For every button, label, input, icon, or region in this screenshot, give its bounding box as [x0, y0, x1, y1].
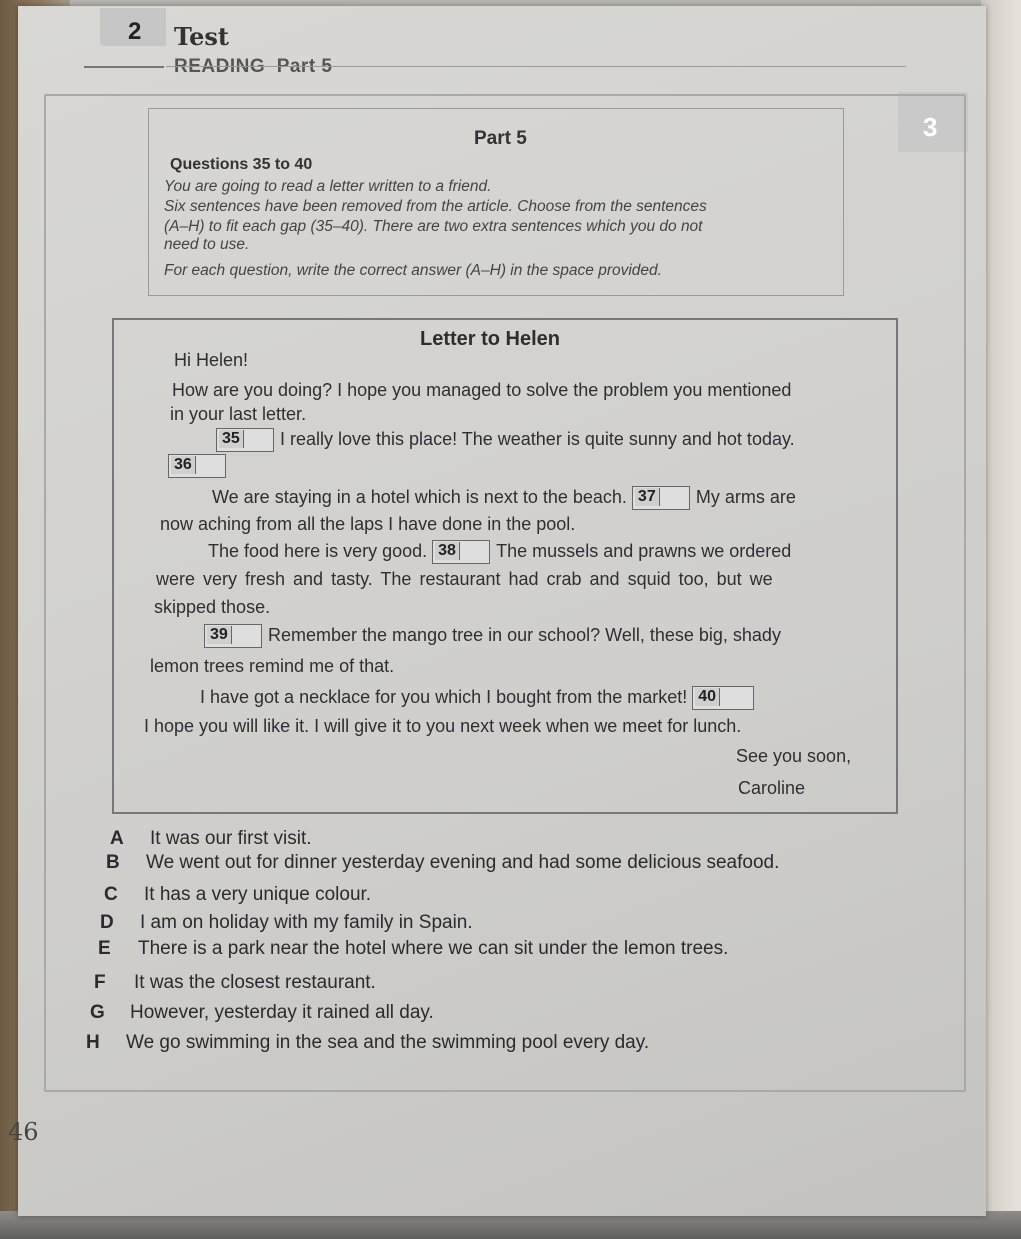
option-text: There is a park near the hotel where we can sit under the lemon trees.: [138, 938, 729, 959]
option-g: [90, 1002, 434, 1024]
letter-line: in your last letter.: [170, 404, 307, 424]
letter-line-text: My arms are: [695, 486, 796, 507]
letter-line-text: The mussels and prawns we ordered: [496, 540, 792, 561]
gap-number: 36: [171, 456, 196, 474]
answer-gap-37[interactable]: [632, 486, 690, 510]
option-text: However, yesterday it rained all day.: [130, 1002, 434, 1023]
letter-line: skipped those.: [154, 597, 271, 617]
letter-line: [212, 486, 796, 510]
option-d: [100, 912, 473, 934]
answer-gap-40[interactable]: [692, 686, 754, 710]
option-b: [106, 852, 779, 874]
option-text: It was the closest restaurant.: [134, 972, 376, 993]
instruction-line: Six sentences have been removed from the article. Choose from the sentences: [164, 198, 707, 215]
option-text: I am on holiday with my family in Spain.: [140, 912, 473, 933]
letter-closing: See you soon,: [736, 746, 852, 766]
instructions-title: Part 5: [474, 128, 527, 149]
letter-line: How are you doing? I hope you managed to solve the problem you mentioned: [172, 380, 792, 400]
option-letter: G: [90, 1002, 105, 1023]
answer-gap-39[interactable]: [204, 624, 262, 648]
gap-number: 38: [435, 542, 460, 560]
letter-line-text: I have got a necklace for you which I bought from the market!: [200, 686, 688, 707]
option-letter: F: [94, 972, 106, 993]
header-divider-long: [166, 66, 906, 67]
letter-line-text: I really love this place! The weather is quite sunny and hot today.: [280, 428, 795, 449]
gap-number: 40: [695, 688, 720, 706]
background-right: [981, 0, 1021, 1239]
letter-line: [204, 624, 781, 648]
section-heading: [174, 56, 333, 78]
book-page: [18, 6, 986, 1216]
letter-line: I hope you will like it. I will give it to you next week when we meet for lunch.: [144, 716, 742, 736]
gap-number: 39: [207, 626, 232, 644]
page-title: Test: [174, 22, 229, 51]
gap-number: 37: [635, 488, 660, 506]
questions-range: Questions 35 to 40: [170, 156, 313, 173]
page-number: 46: [8, 1118, 39, 1146]
option-text: We went out for dinner yesterday evening and had some delicious seafood.: [146, 852, 780, 873]
option-letter: D: [100, 912, 114, 933]
option-h: [86, 1032, 649, 1054]
instruction-line: (A–H) to fit each gap (35–40). There are two extra sentences which you do not: [164, 218, 703, 235]
letter-signature: Caroline: [738, 778, 806, 798]
section-label: READING: [174, 56, 266, 77]
answer-gap-38[interactable]: [432, 540, 490, 564]
option-text: We go swimming in the sea and the swimming pool every day.: [126, 1032, 650, 1053]
option-text: It has a very unique colour.: [144, 884, 372, 905]
letter-line-text: We are staying in a hotel which is next to the beach.: [212, 486, 627, 507]
letter-line: now aching from all the laps I have done in the pool.: [160, 514, 576, 534]
letter-line: [200, 686, 760, 710]
letter-line: lemon trees remind me of that.: [150, 656, 395, 676]
option-a: [110, 828, 312, 850]
letter-line: [168, 454, 232, 478]
option-letter: E: [98, 938, 111, 959]
letter-title: Letter to Helen: [420, 328, 561, 350]
header-divider: [84, 66, 164, 68]
option-letter: B: [106, 852, 120, 873]
side-tab-number: 3: [923, 112, 938, 142]
part-label: Part 5: [276, 56, 333, 77]
letter-line-text: Remember the mango tree in our school? Well, these big, shady: [268, 624, 781, 645]
letter-greeting: Hi Helen!: [174, 350, 249, 370]
answer-gap-35[interactable]: [216, 428, 274, 452]
gap-number: 35: [219, 430, 244, 448]
option-text: It was our first visit.: [150, 828, 312, 849]
option-e: [98, 938, 728, 960]
unit-number: 2: [128, 18, 142, 45]
option-c: [104, 884, 371, 906]
letter-line: [216, 428, 795, 452]
letter-line: [208, 540, 791, 564]
option-f: [94, 972, 376, 994]
option-letter: H: [86, 1032, 100, 1053]
answer-gap-36[interactable]: [168, 454, 226, 478]
option-letter: A: [110, 828, 124, 849]
instruction-line: need to use.: [164, 236, 250, 253]
option-letter: C: [104, 884, 118, 905]
letter-line-text: The food here is very good.: [208, 540, 428, 561]
instruction-line: For each question, write the correct answer (A–H) in the space provided.: [164, 262, 662, 279]
letter-line: were very fresh and tasty. The restaurant had crab and squid too, but we: [156, 569, 773, 589]
instruction-line: You are going to read a letter written to a friend.: [164, 178, 492, 195]
